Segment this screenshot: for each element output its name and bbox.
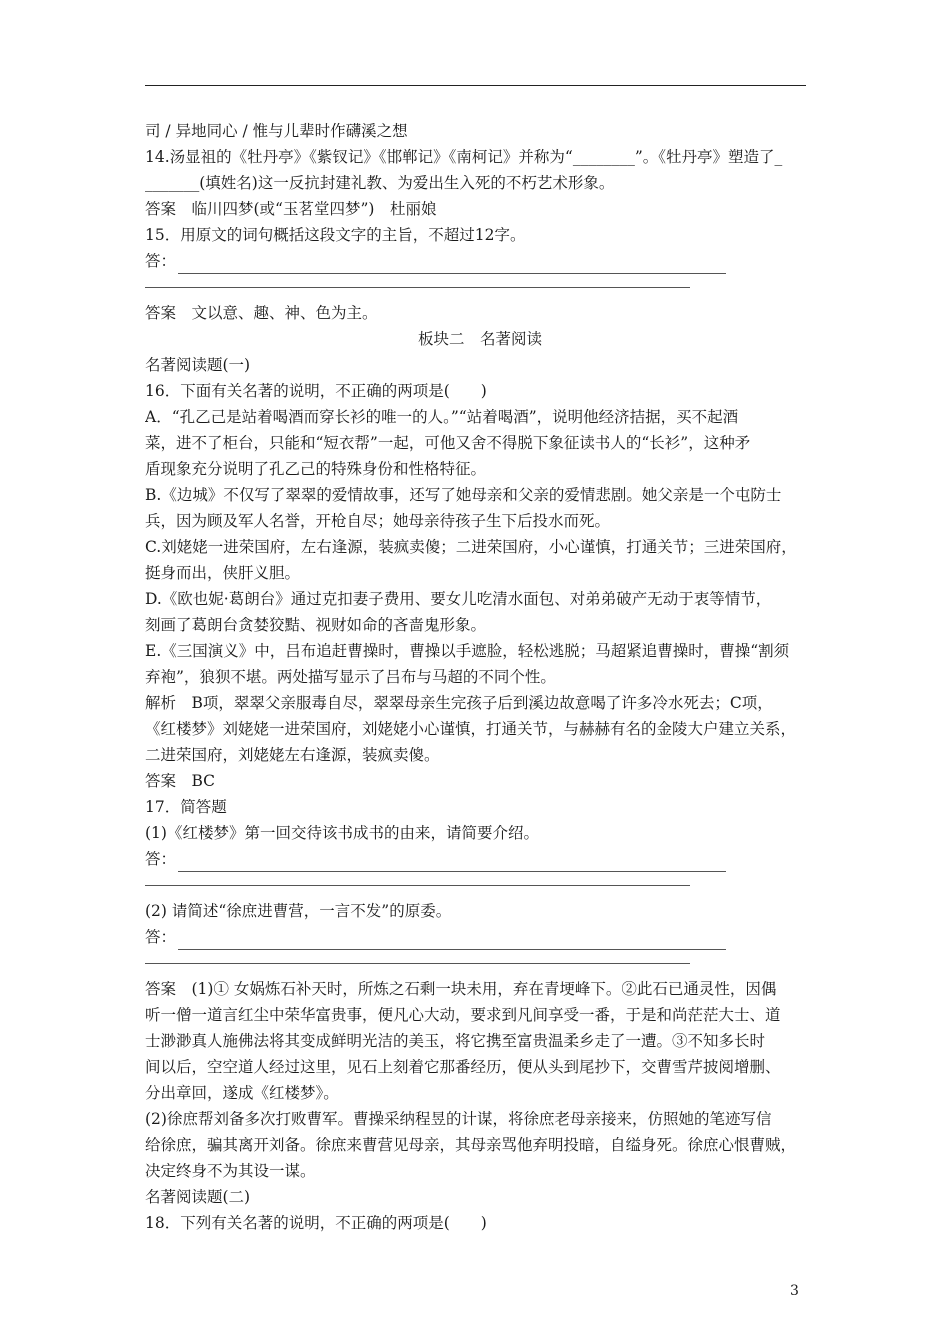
option-b: B.《边城》不仅写了翠翠的爱情故事，还写了她母亲和父亲的爱情悲剧。她父亲是一个屯防士 (145, 486, 782, 504)
answer-blank-17-1 (145, 846, 815, 872)
question-17: 17．简答题 (145, 798, 227, 816)
answer-blank-17-2 (145, 924, 815, 950)
text-line: 间以后，空空道人经过这里，见石上刻着它那番经历，便从头到尾抄下，交曹雪芹披阅增删、 (145, 1058, 781, 1076)
question-17-2: (2) 请简述“徐庶进曹营，一言不发”的原委。 (145, 902, 452, 920)
subsection-heading: 名著阅读题(二) (145, 1188, 251, 1206)
header-rule (145, 85, 806, 86)
answer-prefix: 答： (145, 928, 177, 946)
text-line: 挺身而出，侠肝义胆。 (145, 564, 301, 582)
question-18: 18．下列有关名著的说明，不正确的两项是( ) (145, 1214, 487, 1232)
text-line: 盾现象充分说明了孔乙己的特殊身份和性格特征。 (145, 460, 487, 478)
answer-14: 答案 临川四梦(或“玉茗堂四梦”) 杜丽娘 (145, 200, 437, 218)
question-14: 14.汤显祖的《牡丹亭》《紫钗记》《邯郸记》《南柯记》并称为“________”。《牡丹亭》塑造了_ (145, 148, 783, 166)
question-17-1: (1)《红楼梦》第一回交待该书成书的由来，请简要介绍。 (145, 824, 539, 842)
text-line: 兵，因为顾及军人名誉，开枪自尽；她母亲待孩子生下后投水而死。 (145, 512, 611, 530)
answer-blank-15 (145, 248, 815, 274)
answer-underline (178, 854, 726, 872)
question-15: 15．用原文的词句概括这段文字的主旨，不超过12字。 (145, 226, 526, 244)
answer-15: 答案 文以意、趣、神、色为主。 (145, 304, 378, 322)
analysis-16: 解析 B项，翠翠父亲服毒自尽，翠翠母亲生完孩子后到溪边故意喝了许多冷水死去；C项， (145, 694, 773, 712)
text-line: 士渺渺真人施佛法将其变成鲜明光洁的美玉，将它携至富贵温柔乡走了一遭。③不知多长时 (145, 1032, 766, 1050)
subsection-heading: 名著阅读题(一) (145, 356, 251, 374)
answer-prefix: 答： (145, 252, 177, 270)
answer-continuation-line (145, 872, 815, 898)
text-line: 给徐庶，骗其离开刘备。徐庶来曹营见母亲，其母亲骂他弃明投暗，自缢身死。徐庶心恨曹贼， (145, 1136, 797, 1154)
text-line: 《红楼梦》刘姥姥一进荣国府，刘姥姥小心谨慎，打通关节，与赫赫有名的金陵大户建立关系， (145, 720, 797, 738)
answer-underline (178, 256, 726, 274)
text-line: 二进荣国府，刘姥姥左右逢源，装疯卖傻。 (145, 746, 440, 764)
option-a: A．“孔乙己是站着喝酒而穿长衫的唯一的人。”“站着喝酒”，说明他经济拮据，买不起酒 (145, 408, 739, 426)
page-body (145, 118, 815, 1236)
answer-17-2: (2)徐庶帮刘备多次打败曹军。曹操采纳程昱的计谋，将徐庶老母亲接来，仿照她的笔迹写信 (145, 1110, 772, 1128)
answer-16: 答案 BC (145, 772, 216, 790)
option-c: C.刘姥姥一进荣国府，左右逢源，装疯卖傻；二进荣国府，小心谨慎，打通关节；三进荣国府， (145, 538, 797, 556)
answer-17: 答案 (1)① 女娲炼石补天时，所炼之石剩一块未用，弃在青埂峰下。②此石已通灵性，因偶 (145, 980, 777, 998)
text-line: 弃袍”，狼狈不堪。两处描写显示了吕布与马超的不同个性。 (145, 668, 556, 686)
text-line: 听一僧一道言红尘中荣华富贵事，便凡心大动，要求到凡间享受一番，于是和尚茫茫大士、道 (145, 1006, 781, 1024)
section-heading: 板块二 名著阅读 (417, 330, 542, 348)
answer-continuation-line (145, 950, 815, 976)
page-number: 3 (790, 1283, 799, 1299)
answer-continuation-line (145, 274, 815, 300)
option-e: E.《三国演义》中，吕布追赶曹操时，曹操以手遮脸，轻松逃脱；马超紧追曹操时，曹操“割须 (145, 642, 790, 660)
text-line: 决定终身不为其设一谋。 (145, 1162, 316, 1180)
option-d: D.《欧也妮·葛朗台》通过克扣妻子费用、要女儿吃清水面包、对弟弟破产无动于衷等情节， (145, 590, 772, 608)
text-line: 司 / 异地同心 / 惟与儿辈时作礴溪之想 (145, 122, 408, 140)
answer-underline (178, 932, 726, 950)
text-line: 分出章回，遂成《红楼梦》。 (145, 1084, 339, 1102)
text-line: 刻画了葛朗台贪婪狡黠、视财如命的吝啬鬼形象。 (145, 616, 487, 634)
question-16: 16．下面有关名著的说明，不正确的两项是( ) (145, 382, 487, 400)
answer-prefix: 答： (145, 850, 177, 868)
text-line: 菜，进不了柜台，只能和“短衣帮”一起，可他又舍不得脱下象征读书人的“长衫”，这种矛 (145, 434, 751, 452)
text-line: _______(填姓名)这一反抗封建礼教、为爱出生入死的不朽艺术形象。 (145, 174, 615, 192)
